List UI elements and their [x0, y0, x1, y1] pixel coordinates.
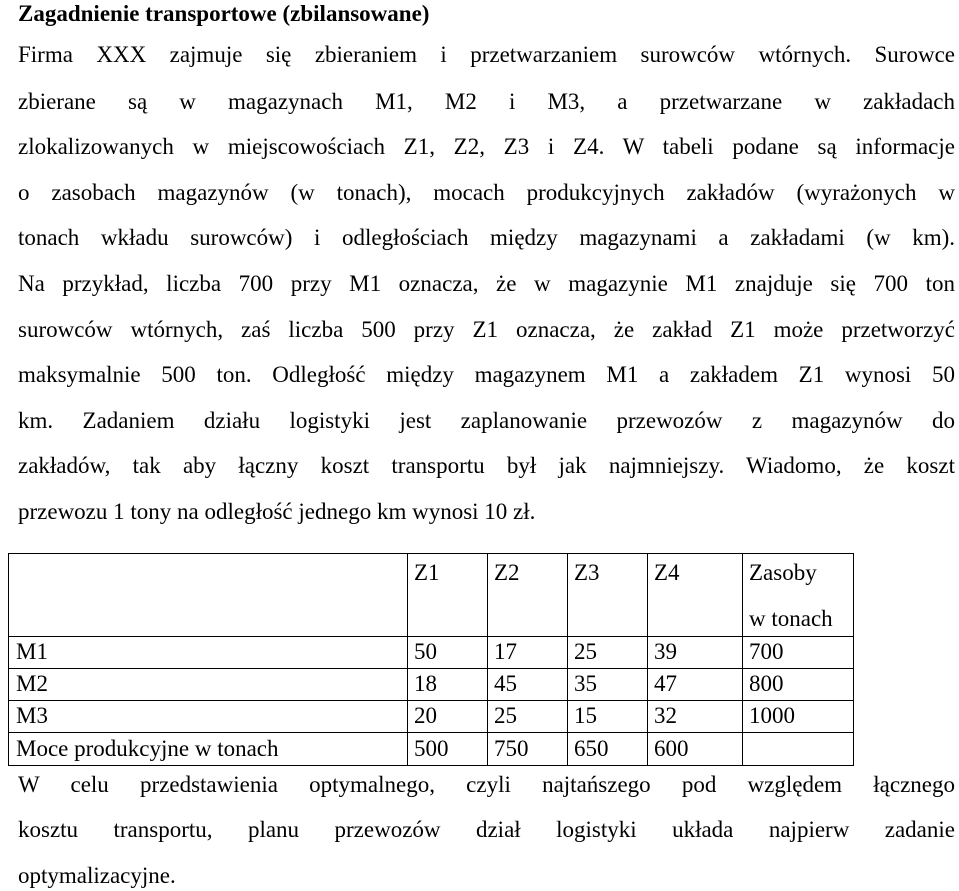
table-cell: 1000: [749, 703, 795, 728]
table-cell: 650: [574, 736, 609, 761]
column-header-z4: Z4: [654, 560, 680, 585]
table-cell: 32: [654, 703, 677, 728]
table-cell: 20: [414, 703, 437, 728]
closing-line: W celu przedstawienia optymalnego, czyli najtańszego pod względem łącznego: [18, 772, 955, 797]
table-cell: 15: [574, 703, 597, 728]
column-header-z1: Z1: [414, 560, 440, 585]
table-cell: 35: [574, 671, 597, 696]
table-cell: 800: [749, 671, 784, 696]
column-header-zasoby: Zasoby: [749, 560, 817, 585]
row-label-capacity: Moce produkcyjne w tonach: [16, 736, 279, 761]
intro-line: km. Zadaniem działu logistyki jest zaplanowanie przewozów z magazynów do: [18, 408, 955, 433]
intro-line: maksymalnie 500 ton. Odległość między magazynem M1 a zakładem Z1 wynosi 50: [18, 362, 955, 387]
intro-line: Na przykład, liczba 700 przy M1 oznacza, że w magazynie M1 znajduje się 700 ton: [18, 271, 955, 296]
row-label-m1: M1: [16, 639, 48, 664]
table-cell: 47: [654, 671, 677, 696]
closing-line: optymalizacyjne.: [18, 863, 176, 888]
document-title: Zagadnienie transportowe (zbilansowane): [18, 1, 430, 26]
column-header-zasoby-unit: w tonach: [749, 606, 833, 631]
row-label-m3: M3: [16, 703, 48, 728]
closing-line: kosztu transportu, planu przewozów dział logistyki układa najpierw zadanie: [18, 817, 955, 842]
intro-line: zlokalizowanych w miejscowościach Z1, Z2, Z3 i Z4. W tabeli podane są informacje: [18, 134, 955, 159]
table-cell: 25: [494, 703, 517, 728]
table-cell: 700: [749, 639, 784, 664]
intro-line: o zasobach magazynów (w tonach), mocach produkcyjnych zakładów (wyrażonych w: [18, 180, 955, 205]
column-header-z3: Z3: [574, 560, 600, 585]
intro-line: przewozu 1 tony na odległość jednego km wynosi 10 zł.: [18, 499, 536, 524]
table-cell: 600: [654, 736, 689, 761]
table-cell: 39: [654, 639, 677, 664]
intro-line: zbierane są w magazynach M1, M2 i M3, a przetwarzane w zakładach: [18, 89, 955, 114]
intro-line: zakładów, tak aby łączny koszt transportu był jak najmniejszy. Wiadomo, że koszt: [18, 453, 955, 478]
table-cell: 500: [414, 736, 449, 761]
table-cell: 18: [414, 671, 437, 696]
table-cell: 50: [414, 639, 437, 664]
intro-line: surowców wtórnych, zaś liczba 500 przy Z1 oznacza, że zakład Z1 może przetworzyć: [18, 317, 955, 342]
row-label-m2: M2: [16, 671, 48, 696]
table-cell: 750: [494, 736, 529, 761]
table-cell: 17: [494, 639, 517, 664]
intro-line: Firma XXX zajmuje się zbieraniem i przetwarzaniem surowców wtórnych. Surowce: [18, 42, 955, 67]
table-cell: 25: [574, 639, 597, 664]
table-cell: 45: [494, 671, 517, 696]
column-header-z2: Z2: [494, 560, 520, 585]
intro-line: tonach wkładu surowców) i odległościach między magazynami a zakładami (w km).: [18, 225, 955, 250]
